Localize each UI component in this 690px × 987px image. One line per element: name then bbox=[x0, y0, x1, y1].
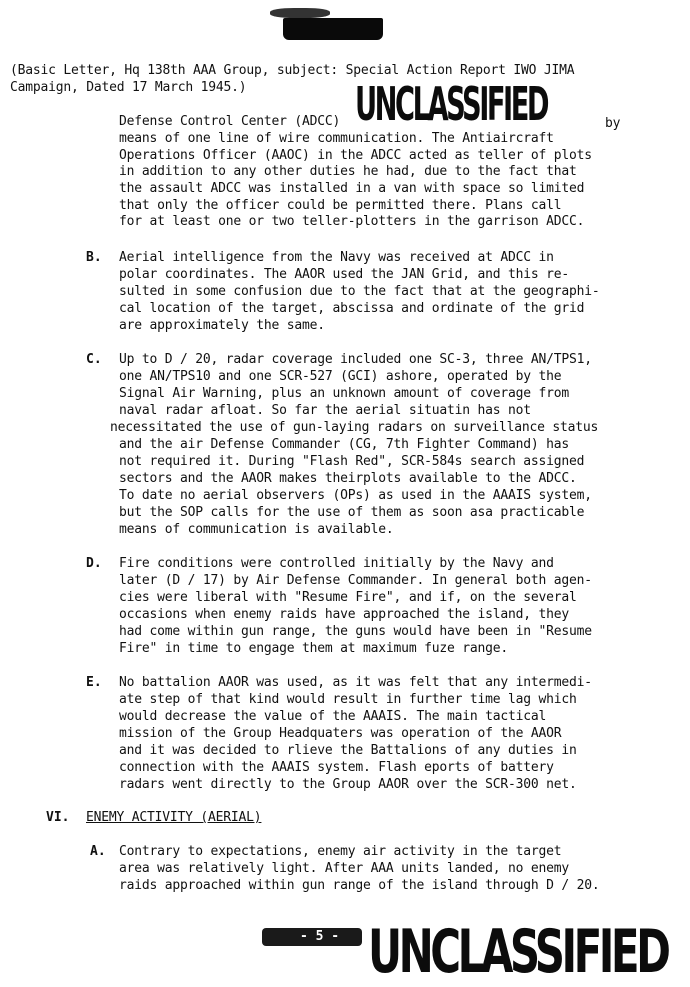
section-label-e: E. bbox=[86, 675, 102, 690]
section-heading: ENEMY ACTIVITY (AERIAL) bbox=[86, 810, 262, 825]
section-c-line: To date no aerial observers (OPs) as used in the AAAIS system, bbox=[119, 488, 592, 503]
section-c-line: Up to D / 20, radar coverage included one SC-3, three AN/TPS1, bbox=[119, 352, 592, 367]
intro-line: that only the officer could be permitted there. Plans call bbox=[119, 198, 562, 213]
classification-stamp-top: UNCLASSIFIED bbox=[355, 77, 548, 132]
section-label-c: C. bbox=[86, 352, 102, 367]
section-label-b: B. bbox=[86, 250, 102, 265]
section-e-line: ate step of that kind would result in further time lag which bbox=[119, 692, 577, 707]
redaction-bar bbox=[283, 18, 383, 40]
section-d-line: later (D / 17) by Air Defense Commander. In general both agen- bbox=[119, 573, 592, 588]
section-e-line: would decrease the value of the AAAIS. The main tactical bbox=[119, 709, 547, 724]
classification-stamp-bottom: UNCLASSIFIED bbox=[368, 917, 668, 987]
section-e-line: and it was decided to rlieve the Battalions of any duties in bbox=[119, 743, 577, 758]
section-b-line: Aerial intelligence from the Navy was received at ADCC in bbox=[119, 250, 554, 265]
section-b-line: sulted in some confusion due to the fact that at the geographi- bbox=[119, 284, 600, 299]
section-d-line: cies were liberal with "Resume Fire", and if, on the several bbox=[119, 590, 577, 605]
intro-line: by bbox=[605, 116, 621, 131]
intro-line: for at least one or two teller-plotters in the garrison ADCC. bbox=[119, 214, 585, 229]
intro-line: Defense Control Center (ADCC) bbox=[119, 114, 341, 129]
intro-line: in addition to any other duties he had, due to the fact that bbox=[119, 164, 577, 179]
ink-smudge bbox=[270, 8, 330, 18]
section-label-d: D. bbox=[86, 556, 102, 571]
intro-line: Operations Officer (AAOC) in the ADCC acted as teller of plots bbox=[119, 148, 592, 163]
intro-line: the assault ADCC was installed in a van with space so limited bbox=[119, 181, 585, 196]
section-d-line: Fire" in time to engage them at maximum fuze range. bbox=[119, 641, 508, 656]
section-a-line: raids approached within gun range of the island through D / 20. bbox=[119, 878, 600, 893]
section-c-line: but the SOP calls for the use of them as soon asa practicable bbox=[119, 505, 585, 520]
section-e-line: radars went directly to the Group AAOR over the SCR-300 net. bbox=[119, 777, 577, 792]
section-c-line: and the air Defense Commander (CG, 7th Fighter Command) has bbox=[119, 437, 569, 452]
section-e-line: connection with the AAAIS system. Flash eports of battery bbox=[119, 760, 554, 775]
section-b-line: are approximately the same. bbox=[119, 318, 325, 333]
section-c-line: sectors and the AAOR makes theirplots available to the ADCC. bbox=[119, 471, 577, 486]
header-line: Campaign, Dated 17 March 1945.) bbox=[10, 80, 247, 95]
section-e-line: mission of the Group Headquaters was operation of the AAOR bbox=[119, 726, 562, 741]
section-label-a: A. bbox=[90, 844, 106, 859]
section-a-line: Contrary to expectations, enemy air activity in the target bbox=[119, 844, 562, 859]
header-line: (Basic Letter, Hq 138th AAA Group, subject: Special Action Report IWO JIMA bbox=[10, 63, 575, 78]
section-c-line: necessitated the use of gun-laying radars on surveillance status bbox=[110, 420, 599, 435]
heading-label: VI. bbox=[46, 810, 70, 825]
intro-line: means of one line of wire communication. The Antiaircraft bbox=[119, 131, 554, 146]
section-c-line: naval radar afloat. So far the aerial situatin has not bbox=[119, 403, 531, 418]
section-c-line: means of communication is available. bbox=[119, 522, 394, 537]
section-a-line: area was relatively light. After AAA units landed, no enemy bbox=[119, 861, 569, 876]
page-number: - 5 - bbox=[300, 929, 340, 944]
section-b-line: cal location of the target, abscissa and ordinate of the grid bbox=[119, 301, 585, 316]
section-c-line: not required it. During "Flash Red", SCR-584s search assigned bbox=[119, 454, 585, 469]
section-b-line: polar coordinates. The AAOR used the JAN Grid, and this re- bbox=[119, 267, 569, 282]
section-d-line: occasions when enemy raids have approached the island, they bbox=[119, 607, 569, 622]
section-d-line: had come within gun range, the guns would have been in "Resume bbox=[119, 624, 592, 639]
section-c-line: Signal Air Warning, plus an unknown amount of coverage from bbox=[119, 386, 569, 401]
section-e-line: No battalion AAOR was used, as it was felt that any intermedi- bbox=[119, 675, 592, 690]
section-c-line: one AN/TPS10 and one SCR-527 (GCI) ashore, operated by the bbox=[119, 369, 562, 384]
section-d-line: Fire conditions were controlled initially by the Navy and bbox=[119, 556, 554, 571]
